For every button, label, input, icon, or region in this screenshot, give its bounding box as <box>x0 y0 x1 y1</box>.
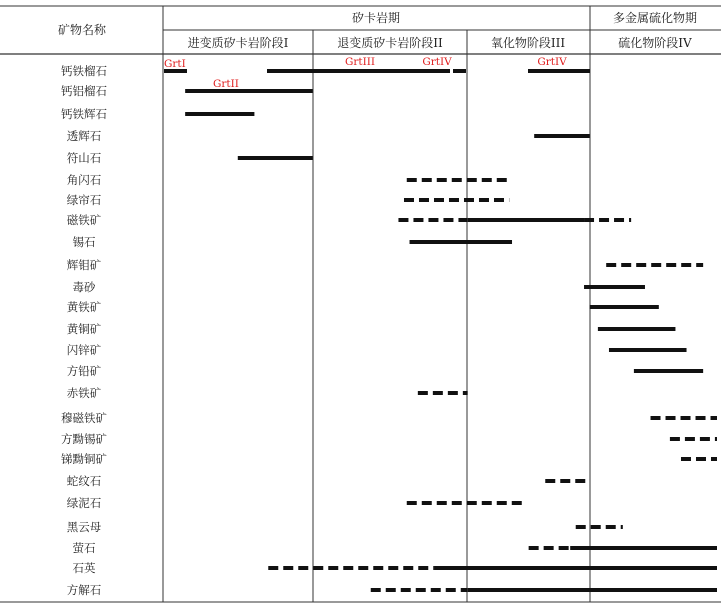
garnet-generation-label: GrtI <box>164 58 186 70</box>
stage-I-header: 进变质矽卡岩阶段I <box>187 36 289 50</box>
mineral-name: 赤铁矿 <box>66 386 102 400</box>
mineral-name: 方铅矿 <box>66 364 102 378</box>
mineral-name: 方黝锡矿 <box>61 432 107 446</box>
mineral-name: 石英 <box>72 561 96 575</box>
garnet-generations <box>164 56 590 90</box>
mineral-name: 透辉石 <box>66 129 102 143</box>
mineral-name-header: 矿物名称 <box>57 23 107 37</box>
garnet-generation-label: GrtIV <box>537 56 567 68</box>
mineral-name: 绿帘石 <box>66 193 102 207</box>
mineral-name: 钙铝榴石 <box>61 84 107 98</box>
mineral-name: 黑云母 <box>66 520 102 534</box>
garnet-generation-label: GrtII <box>213 78 239 90</box>
mineral-name: 符山石 <box>66 151 102 165</box>
stage-II-header: 退变质矽卡岩阶段II <box>337 36 443 50</box>
mineral-name: 毒砂 <box>72 280 96 294</box>
mineral-name: 穆磁铁矿 <box>61 411 107 425</box>
sulfide-period-header: 多金属硫化物期 <box>612 11 698 25</box>
mineral-name: 萤石 <box>72 541 96 555</box>
mineral-name: 黄铜矿 <box>66 322 102 336</box>
mineral-name: 磁铁矿 <box>66 213 102 227</box>
mineral-name: 锡石 <box>72 235 96 249</box>
mineral-name: 角闪石 <box>66 173 102 187</box>
mineral-name: 蛇纹石 <box>66 474 102 488</box>
mineral-name: 钙铁辉石 <box>61 107 107 121</box>
mineral-name: 锑黝铜矿 <box>61 452 107 466</box>
stage-IV-header: 硫化物阶段IV <box>618 36 692 50</box>
garnet-generation-label: GrtIII <box>344 56 376 68</box>
mineral-name: 辉钼矿 <box>66 258 102 272</box>
skarn-period-header: 矽卡岩期 <box>351 11 401 25</box>
mineral-name: 绿泥石 <box>66 496 102 510</box>
mineral-rows <box>61 64 717 597</box>
garnet-generation-label: GrtIV <box>422 56 452 68</box>
mineral-name: 黄铁矿 <box>66 300 102 314</box>
mineral-name: 方解石 <box>66 583 102 597</box>
stage-III-header: 氧化物阶段III <box>490 36 566 50</box>
mineral-name: 闪锌矿 <box>66 343 102 357</box>
table-frame <box>0 6 721 602</box>
mineral-name: 钙铁榴石 <box>61 64 107 78</box>
